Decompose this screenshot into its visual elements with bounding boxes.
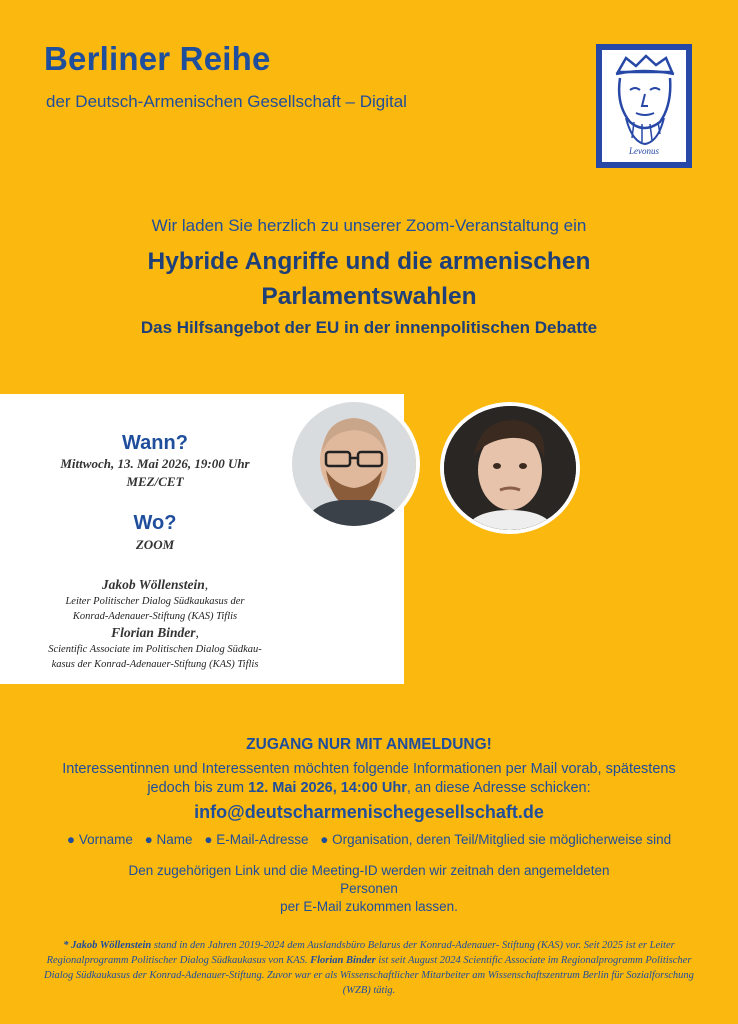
event-subtitle: Das Hilfsangebot der EU in der innenpolitischen Debatte: [140, 318, 598, 337]
event-title: [0, 244, 738, 314]
field-item: ● E-Mail-Adresse: [204, 832, 309, 847]
contact-email-link[interactable]: info@deutscharmenischegesellschaft.de: [194, 802, 544, 822]
speaker1-affiliation-1: Leiter Politischer Dialog Südkaukasus der: [65, 596, 245, 607]
speaker1-photo: [288, 398, 420, 530]
footnote-text2: ist seit August 2024 Scientific Associate im Regionalprogramm Politischer Dialog Südkaukasus der Konrad-Adenauer-Stiftung. Zuvor war er als Wissenschaftlicher Mitarbeiter am Wissenschaftszentrum Berlin für Sozialforschung (WZB) tätig.: [44, 955, 694, 996]
speaker2-affiliation-2: kasus der Konrad-Adenauer-Stiftung (KAS) Tiflis: [51, 659, 259, 670]
society-logo: [596, 44, 692, 168]
logo-caption: Levonus: [629, 146, 659, 156]
footnote-star: *: [63, 940, 72, 951]
when-label: Wann?: [122, 432, 188, 454]
speaker2-photo: [440, 402, 580, 534]
footnote-name2: Florian Binder: [310, 955, 376, 966]
registration-text-part2: , an diese Adresse schicken:: [406, 780, 591, 796]
speaker2-name-line: [0, 625, 310, 641]
speaker1-name-line: [0, 577, 310, 593]
speaker2-comma: ,: [195, 625, 199, 640]
footnote: [36, 938, 702, 998]
series-title: Berliner Reihe: [44, 40, 271, 77]
footnote-name1: Jakob Wöllenstein: [71, 940, 152, 951]
invite-line: Wir laden Sie herzlich zu unserer Zoom-Veranstaltung ein: [151, 216, 587, 235]
event-title-line2: Parlamentswahlen: [261, 283, 477, 310]
when-value: Mittwoch, 13. Mai 2026, 19:00 Uhr: [60, 456, 250, 471]
registration-deadline: 12. Mai 2026, 14:00 Uhr: [248, 780, 407, 796]
link-note-line1: Den zugehörigen Link und die Meeting-ID werden wir zeitnah den angemeldeten Personen: [128, 863, 610, 896]
field-item: ● Name: [144, 832, 193, 847]
series-subtitle: der Deutsch-Armenischen Gesellschaft – Digital: [46, 92, 407, 111]
speaker1-comma: ,: [204, 577, 209, 592]
speaker1-affiliation-2: Konrad-Adenauer-Stiftung (KAS) Tiflis: [72, 611, 238, 622]
where-value: ZOOM: [135, 537, 175, 552]
field-item: ● Organisation, deren Teil/Mitglied sie möglicherweise sind: [320, 832, 672, 847]
footnote-text1: stand in den Jahren 2019-2024 dem Auslandsbüro Belarus der Konrad-Adenauer- Stiftung (KAS) vor. Seit 2025 ist er Leiter Regionalprogramm Politischer Dialog Südkaukasus von KAS.: [46, 940, 675, 966]
timezone: MEZ/CET: [126, 474, 184, 489]
registration-text-part1: Interessentinnen und Interessenten möchten folgende Informationen per Mail vorab, spätestens jedoch bis zum: [62, 761, 676, 796]
where-label: Wo?: [133, 512, 177, 534]
link-note-line2: per E-Mail zukommen lassen.: [280, 899, 458, 914]
speaker2-name: Florian Binder: [111, 625, 196, 640]
speaker1-name: Jakob Wöllenstein: [101, 577, 205, 592]
field-item: ● Vorname: [66, 832, 133, 847]
access-heading: ZUGANG NUR MIT ANMELDUNG!: [246, 736, 492, 753]
registration-text: [60, 760, 678, 798]
link-note: [100, 862, 638, 916]
speaker2-affiliation-1: Scientific Associate im Politischen Dialog Südkau-: [48, 644, 262, 655]
event-title-line1: Hybride Angriffe und die armenischen: [147, 248, 591, 275]
required-fields-list: [0, 832, 738, 847]
